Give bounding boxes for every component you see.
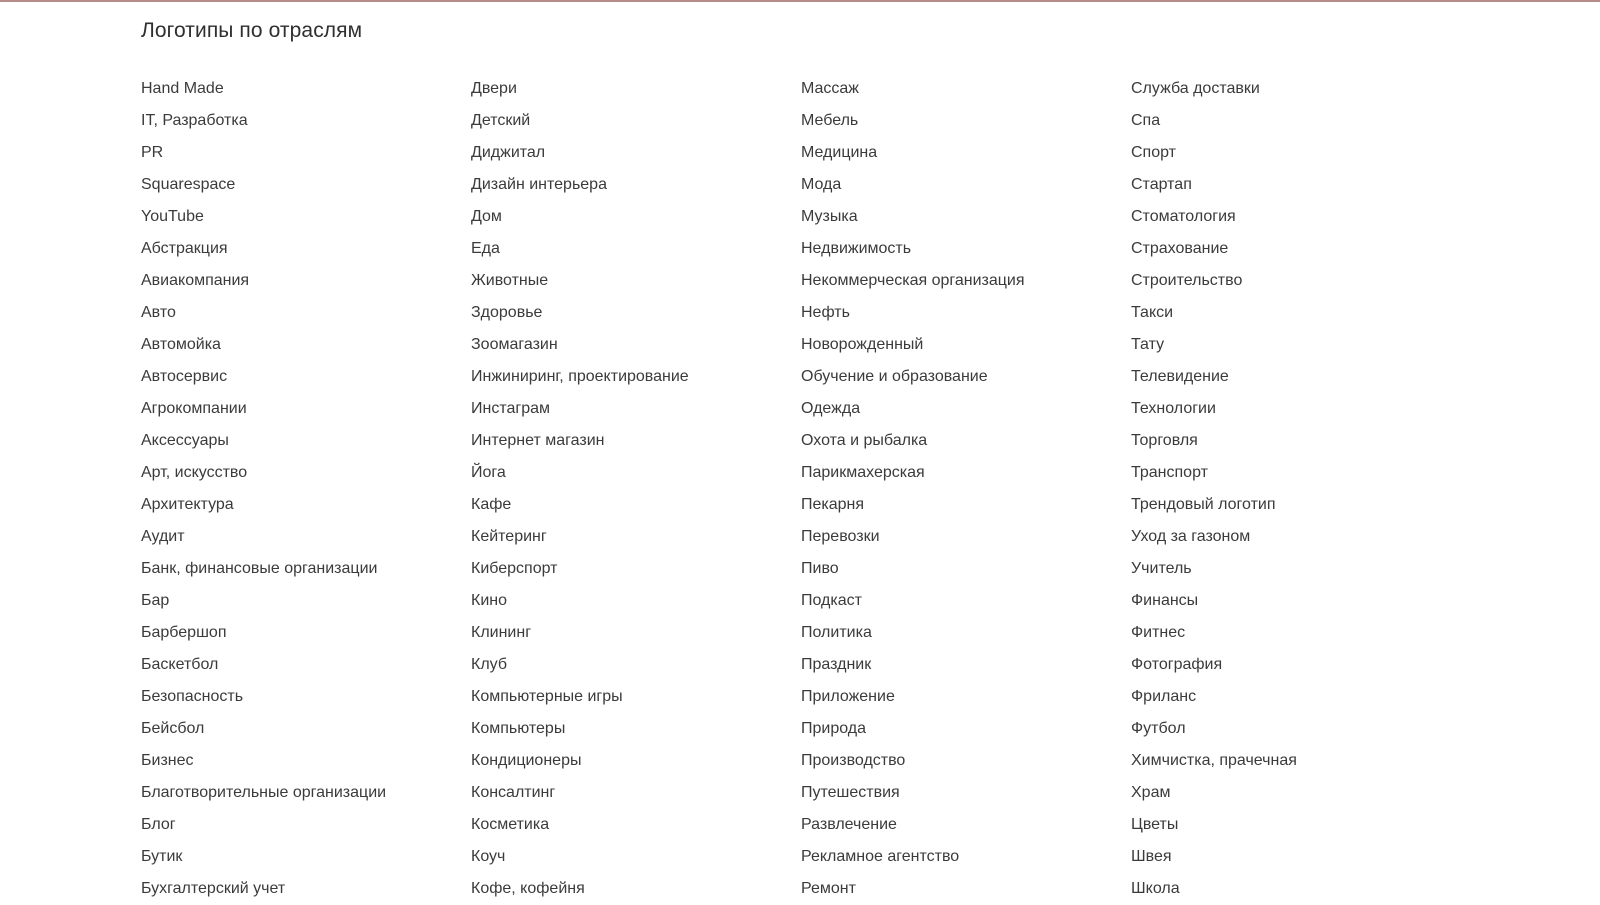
industry-link[interactable]: Одежда: [801, 400, 861, 417]
industry-link[interactable]: Футбол: [1131, 720, 1186, 737]
industry-link[interactable]: YouTube: [141, 208, 204, 225]
industry-link[interactable]: Арт, искусство: [141, 464, 248, 481]
industry-link[interactable]: Блог: [141, 816, 176, 833]
industry-link[interactable]: Строительство: [1131, 272, 1243, 289]
industry-link[interactable]: Благотворительные организации: [141, 784, 387, 801]
industry-link[interactable]: Животные: [471, 272, 549, 289]
industry-link[interactable]: Подкаст: [801, 592, 862, 609]
industry-column-2: [471, 73, 801, 905]
industry-link[interactable]: Перевозки: [801, 528, 880, 545]
industry-link[interactable]: Учитель: [1131, 560, 1192, 577]
industry-link[interactable]: Медицина: [801, 144, 878, 161]
industry-link[interactable]: Мебель: [801, 112, 859, 129]
industry-link[interactable]: Уход за газоном: [1131, 528, 1251, 545]
industry-link[interactable]: Спорт: [1131, 144, 1176, 161]
top-divider: [0, 0, 1600, 2]
industry-link[interactable]: Стартап: [1131, 176, 1192, 193]
industry-link[interactable]: Природа: [801, 720, 867, 737]
industry-link[interactable]: IT, Разработка: [141, 112, 248, 129]
industry-link[interactable]: Торговля: [1131, 432, 1198, 449]
industry-link[interactable]: Клининг: [471, 624, 532, 641]
industry-link[interactable]: Аудит: [141, 528, 185, 545]
industry-column-3: [801, 73, 1131, 905]
industry-link[interactable]: Инжиниринг, проектирование: [471, 368, 689, 385]
industry-link[interactable]: Новорожденный: [801, 336, 924, 353]
industry-link[interactable]: Приложение: [801, 688, 895, 705]
industry-link[interactable]: Бейсбол: [141, 720, 205, 737]
industry-link[interactable]: Массаж: [801, 80, 860, 97]
industry-link[interactable]: Фотография: [1131, 656, 1223, 673]
industry-link[interactable]: Компьютеры: [471, 720, 566, 737]
industry-link[interactable]: Некоммерческая организация: [801, 272, 1025, 289]
industry-link[interactable]: Клуб: [471, 656, 507, 673]
industry-link[interactable]: Ремонт: [801, 880, 856, 897]
industry-link[interactable]: Рекламное агентство: [801, 848, 960, 865]
industry-link[interactable]: Спа: [1131, 112, 1161, 129]
industry-link[interactable]: Автосервис: [141, 368, 228, 385]
industry-link[interactable]: Охота и рыбалка: [801, 432, 928, 449]
industry-link[interactable]: Праздник: [801, 656, 872, 673]
industry-link[interactable]: Служба доставки: [1131, 80, 1260, 97]
industry-link[interactable]: Цветы: [1131, 816, 1179, 833]
industry-link[interactable]: Фитнес: [1131, 624, 1186, 641]
industry-link[interactable]: Кейтеринг: [471, 528, 547, 545]
industry-link[interactable]: Швея: [1131, 848, 1172, 865]
industry-link[interactable]: Архитектура: [141, 496, 234, 513]
industry-link[interactable]: Трендовый логотип: [1131, 496, 1276, 513]
industry-link[interactable]: Авиакомпания: [141, 272, 250, 289]
industry-link[interactable]: Транспорт: [1131, 464, 1208, 481]
industry-link[interactable]: Киберспорт: [471, 560, 558, 577]
industry-link[interactable]: Мода: [801, 176, 842, 193]
industry-link[interactable]: Агрокомпании: [141, 400, 247, 417]
industry-link[interactable]: Стоматология: [1131, 208, 1236, 225]
industry-column-4: [1131, 73, 1461, 905]
industry-link[interactable]: PR: [141, 144, 164, 161]
industry-link[interactable]: Обучение и образование: [801, 368, 988, 385]
industry-link[interactable]: Баскетбол: [141, 656, 219, 673]
industry-link[interactable]: Пиво: [801, 560, 839, 577]
industry-link[interactable]: Пекарня: [801, 496, 865, 513]
industry-link[interactable]: Банк, финансовые организации: [141, 560, 378, 577]
industry-link[interactable]: Недвижимость: [801, 240, 912, 257]
industry-link[interactable]: Бизнес: [141, 752, 194, 769]
industry-link[interactable]: Тату: [1131, 336, 1165, 353]
industry-link[interactable]: Автомойка: [141, 336, 221, 353]
industry-link[interactable]: Squarespace: [141, 176, 236, 193]
industry-link[interactable]: Развлечение: [801, 816, 897, 833]
industry-link[interactable]: Компьютерные игры: [471, 688, 623, 705]
industry-link[interactable]: Производство: [801, 752, 906, 769]
industry-list: [141, 73, 1461, 905]
industry-link[interactable]: Дом: [471, 208, 502, 225]
industry-link[interactable]: Консалтинг: [471, 784, 556, 801]
industry-link[interactable]: Аксессуары: [141, 432, 229, 449]
industry-link[interactable]: Косметика: [471, 816, 550, 833]
industry-link[interactable]: Музыка: [801, 208, 858, 225]
industry-link[interactable]: Абстракция: [141, 240, 228, 257]
industry-link[interactable]: Авто: [141, 304, 176, 321]
industry-link[interactable]: Политика: [801, 624, 872, 641]
industry-link[interactable]: Интернет магазин: [471, 432, 605, 449]
industry-link[interactable]: Путешествия: [801, 784, 900, 801]
industry-link[interactable]: Кино: [471, 592, 507, 609]
industry-link[interactable]: Двери: [471, 80, 517, 97]
industry-link[interactable]: Диджитал: [471, 144, 546, 161]
industry-link[interactable]: Кофе, кофейня: [471, 880, 585, 897]
industry-link[interactable]: Еда: [471, 240, 500, 257]
industry-link[interactable]: Фриланс: [1131, 688, 1197, 705]
industry-link[interactable]: Дизайн интерьера: [471, 176, 607, 193]
industry-link[interactable]: Бар: [141, 592, 170, 609]
industry-link[interactable]: Химчистка, прачечная: [1131, 752, 1297, 769]
industry-link[interactable]: Страхование: [1131, 240, 1229, 257]
industry-link[interactable]: Детский: [471, 112, 531, 129]
industry-link[interactable]: Кафе: [471, 496, 512, 513]
industry-link[interactable]: Йога: [471, 464, 506, 481]
industry-link[interactable]: Здоровье: [471, 304, 543, 321]
industry-link[interactable]: Телевидение: [1131, 368, 1229, 385]
industry-link[interactable]: Такси: [1131, 304, 1174, 321]
industry-link[interactable]: Кондиционеры: [471, 752, 582, 769]
industry-link[interactable]: Технологии: [1131, 400, 1216, 417]
industry-link[interactable]: Зоомагазин: [471, 336, 558, 353]
industry-link[interactable]: Бухгалтерский учет: [141, 880, 286, 897]
industry-link[interactable]: Нефть: [801, 304, 850, 321]
industry-link[interactable]: Бутик: [141, 848, 183, 865]
industry-link[interactable]: Инстаграм: [471, 400, 551, 417]
industry-link[interactable]: Барбершоп: [141, 624, 227, 641]
industry-link[interactable]: Финансы: [1131, 592, 1199, 609]
industry-link[interactable]: Школа: [1131, 880, 1180, 897]
industry-link[interactable]: Парикмахерская: [801, 464, 925, 481]
industry-column-1: [141, 73, 471, 905]
page-title: Логотипы по отраслям: [141, 19, 363, 42]
industry-link[interactable]: Безопасность: [141, 688, 244, 705]
industry-link[interactable]: Храм: [1131, 784, 1171, 801]
industry-link[interactable]: Hand Made: [141, 80, 224, 97]
industry-link[interactable]: Коуч: [471, 848, 506, 865]
